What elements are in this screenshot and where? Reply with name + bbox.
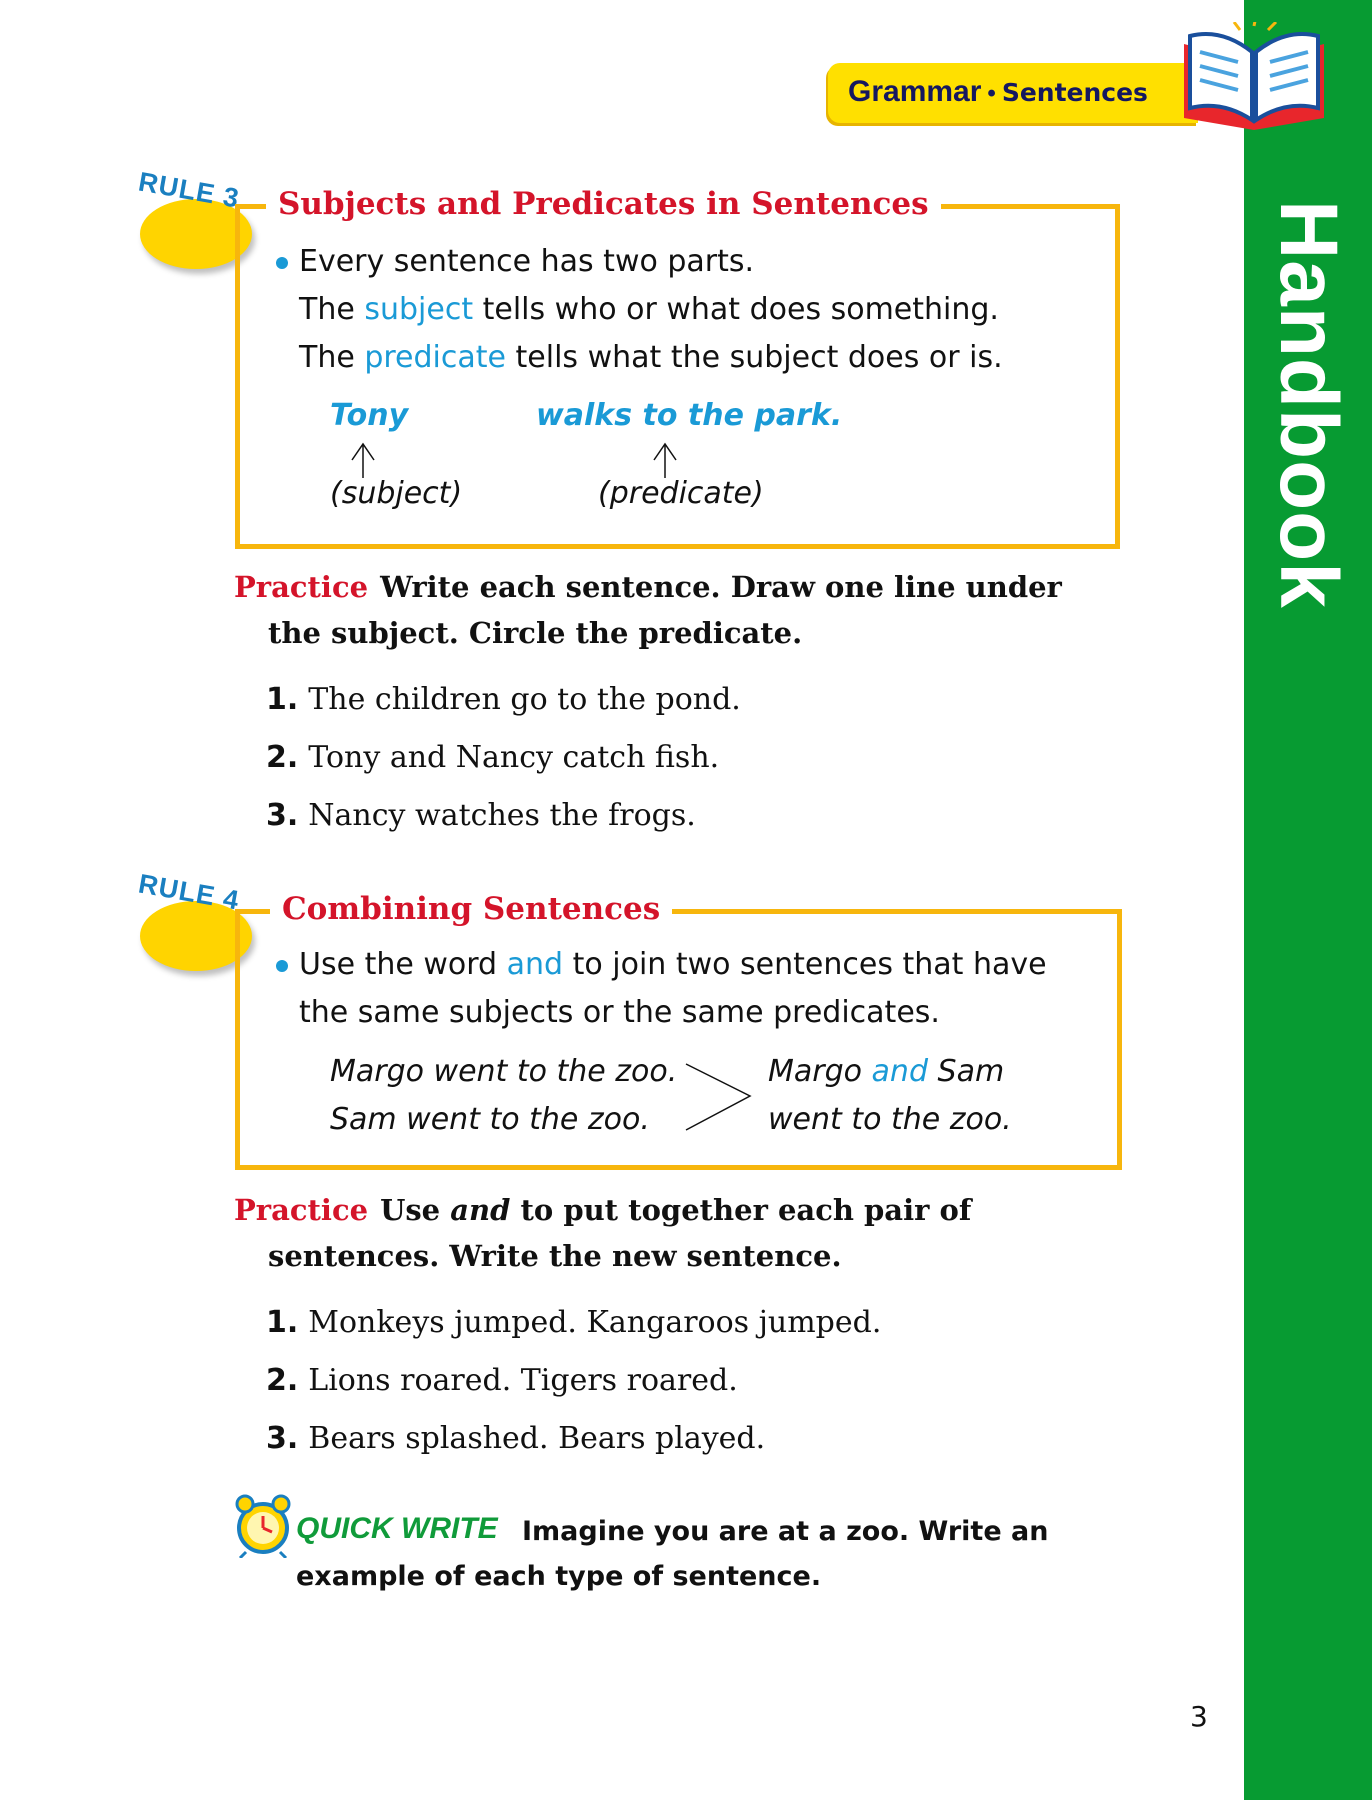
predicate-arrow-icon (650, 440, 680, 480)
example-predicate: walks to the park. (536, 398, 843, 433)
example-left-1: Margo went to the zoo. (330, 1054, 678, 1089)
predicate-term: predicate (364, 340, 506, 375)
rule-3-line-2: The subject tells who or what does something. (299, 292, 999, 327)
alarm-clock-icon (232, 1490, 294, 1558)
rule-3-title: Subjects and Predicates in Sentences (266, 186, 941, 222)
practice-2-label: Practice (234, 1193, 369, 1227)
practice-1-label: Practice (234, 570, 369, 604)
rule-3-line-3: The predicate tells what the subject does or is. (299, 340, 1003, 375)
section-name: Grammar (848, 75, 982, 108)
practice-2-item: 1. Monkeys jumped. Kangaroos jumped. (266, 1305, 882, 1340)
subject-term: subject (364, 292, 474, 327)
rule-4-line-2: the same subjects or the same predicates. (299, 995, 940, 1030)
example-right-1: Margo and Sam (768, 1054, 1005, 1089)
practice-2-instructions-line-2: sentences. Write the new sentence. (268, 1239, 842, 1273)
example-and-term: and (871, 1054, 928, 1089)
tab-separator: • (987, 80, 996, 107)
practice-2-item: 2. Lions roared. Tigers roared. (266, 1363, 738, 1398)
quick-write-label: QUICK WRITE (296, 1512, 498, 1545)
open-book-icon (1178, 22, 1330, 134)
practice-2-instructions: Practice Use and to put together each pair of (234, 1193, 972, 1227)
rule-4-label: RULE 4 (136, 868, 242, 916)
handbook-sidebar-label-wrap (1244, 0, 1372, 900)
rule-4-line-1: Use the word and to join two sentences that have (299, 947, 1047, 982)
practice-1-item: 1. The children go to the pond. (266, 682, 741, 717)
practice-1-item: 2. Tony and Nancy catch fish. (266, 740, 720, 775)
handbook-label: Handbook (1263, 200, 1354, 609)
rule-4-title: Combining Sentences (270, 891, 672, 927)
rule-3-label: RULE 3 (136, 166, 242, 214)
bullet-icon (276, 960, 288, 972)
section-tab (828, 63, 1198, 123)
example-right-2: went to the zoo. (768, 1102, 1012, 1137)
combine-bracket-icon (684, 1060, 754, 1134)
practice-1-instructions: Practice Write each sentence. Draw one line under (234, 570, 1062, 604)
page-number: 3 (1190, 1700, 1208, 1733)
quick-write-line-2: example of each type of sentence. (296, 1561, 822, 1592)
example-left-2: Sam went to the zoo. (330, 1102, 650, 1137)
example-subject: Tony (330, 398, 409, 433)
practice-1-instructions-line-2: the subject. Circle the predicate. (268, 616, 803, 650)
subject-arrow-icon (348, 440, 378, 480)
practice-2-item: 3. Bears splashed. Bears played. (266, 1421, 766, 1456)
bullet-icon (276, 257, 288, 269)
predicate-label: (predicate) (598, 476, 764, 511)
rule-3-line-1: Every sentence has two parts. (299, 244, 755, 279)
topic-name: Sentences (1001, 78, 1148, 107)
and-term: and (506, 947, 564, 982)
subject-label: (subject) (330, 476, 463, 511)
quick-write-line-1: Imagine you are at a zoo. Write an (522, 1516, 1049, 1547)
practice-1-item: 3. Nancy watches the frogs. (266, 798, 696, 833)
